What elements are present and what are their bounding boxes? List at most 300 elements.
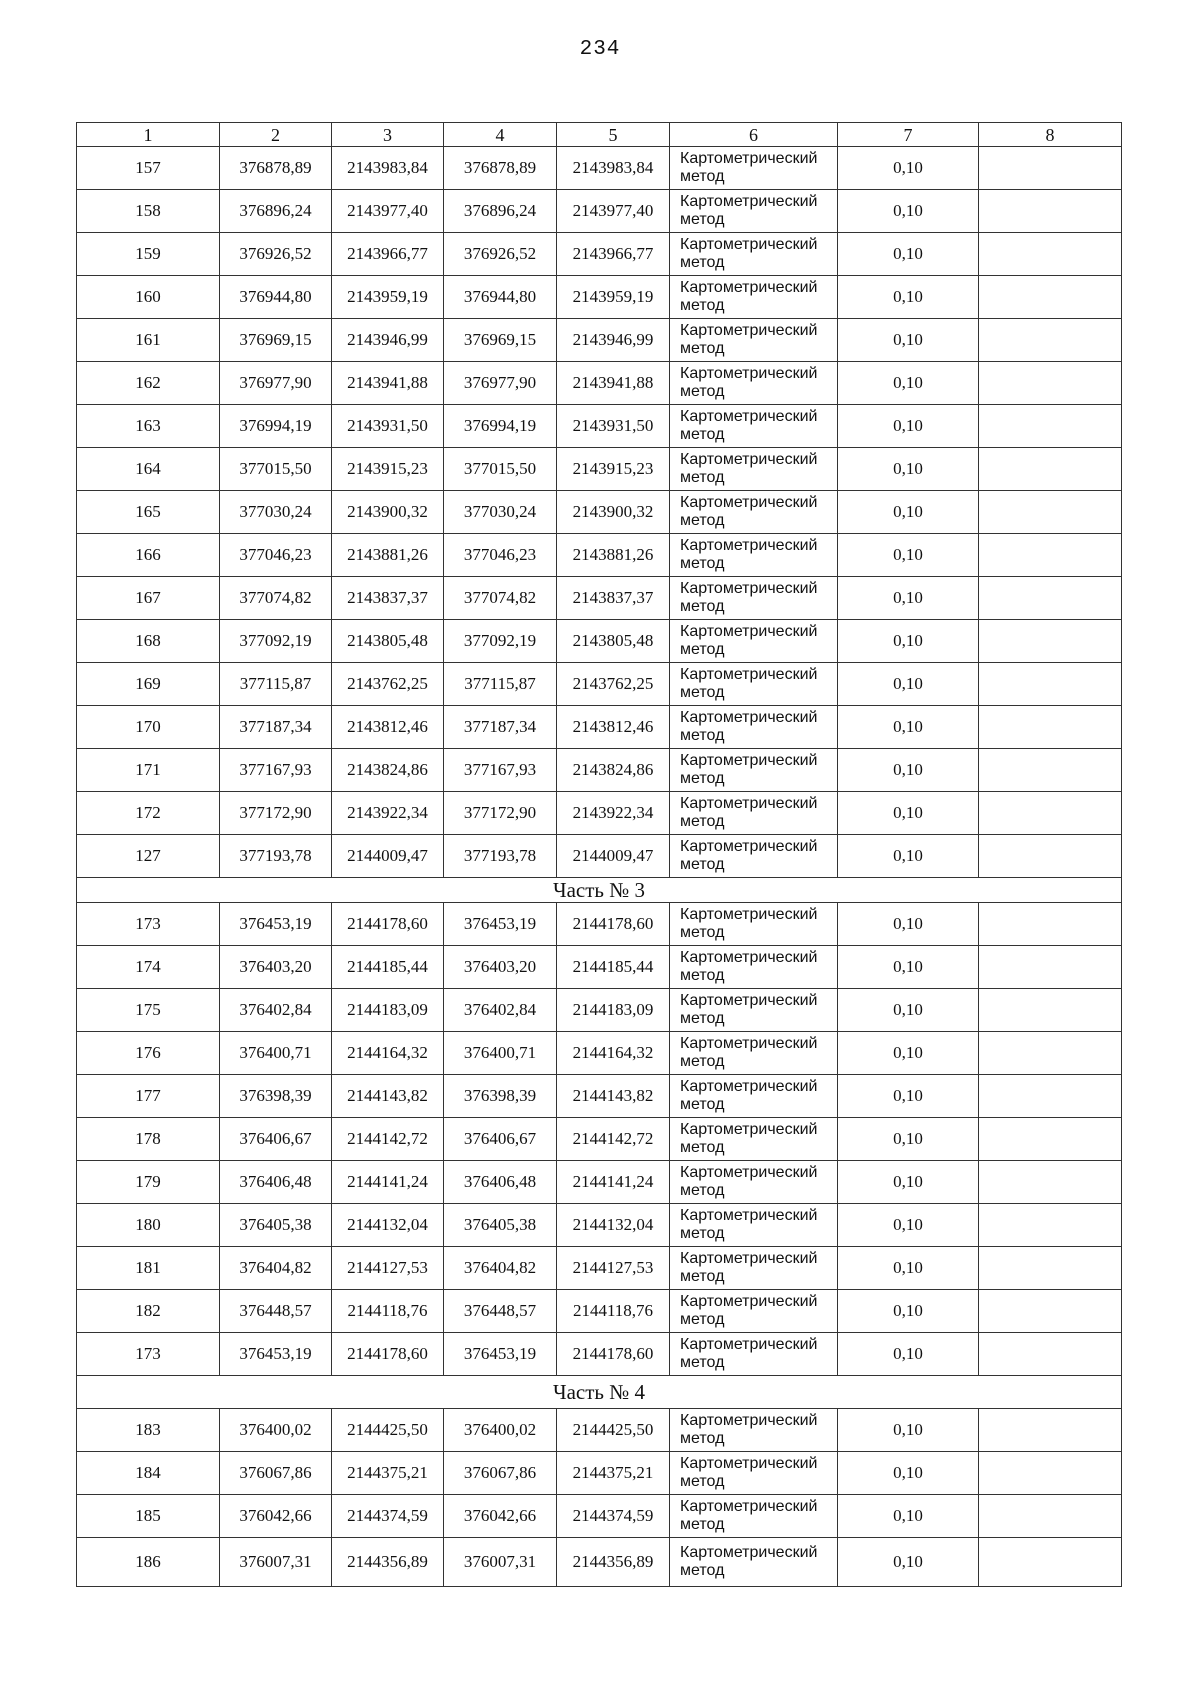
cell-point-number: 172 xyxy=(77,792,220,835)
cell-y-coord-alt: 2144118,76 xyxy=(557,1290,670,1333)
table-row xyxy=(77,1204,1122,1247)
cell-accuracy: 0,10 xyxy=(838,491,979,534)
table-row xyxy=(77,706,1122,749)
cell-x-coord: 376878,89 xyxy=(220,147,332,190)
cell-y-coord: 2144356,89 xyxy=(332,1538,444,1587)
cell-point-number: 178 xyxy=(77,1118,220,1161)
table-row xyxy=(77,1118,1122,1161)
cell-x-coord: 376007,31 xyxy=(220,1538,332,1587)
cell-accuracy: 0,10 xyxy=(838,663,979,706)
cell-y-coord-alt: 2144178,60 xyxy=(557,1333,670,1376)
cell-x-coord: 376994,19 xyxy=(220,405,332,448)
cell-method: Картометрический метод xyxy=(670,405,838,448)
cell-x-coord: 377193,78 xyxy=(220,835,332,878)
cell-y-coord: 2143915,23 xyxy=(332,448,444,491)
cell-accuracy: 0,10 xyxy=(838,1495,979,1538)
cell-point-number: 174 xyxy=(77,946,220,989)
table-row xyxy=(77,448,1122,491)
cell-method: Картометрический метод xyxy=(670,620,838,663)
coordinates-table xyxy=(76,122,1122,1587)
cell-x-coord-alt: 377115,87 xyxy=(444,663,557,706)
table-row xyxy=(77,835,1122,878)
cell-y-coord-alt: 2143941,88 xyxy=(557,362,670,405)
cell-x-coord: 376969,15 xyxy=(220,319,332,362)
cell-note xyxy=(979,319,1122,362)
cell-accuracy: 0,10 xyxy=(838,1290,979,1333)
cell-y-coord: 2144374,59 xyxy=(332,1495,444,1538)
cell-x-coord-alt: 376994,19 xyxy=(444,405,557,448)
cell-note xyxy=(979,491,1122,534)
cell-method: Картометрический метод xyxy=(670,1452,838,1495)
cell-x-coord: 376944,80 xyxy=(220,276,332,319)
cell-method: Картометрический метод xyxy=(670,1204,838,1247)
cell-y-coord: 2144132,04 xyxy=(332,1204,444,1247)
table-row xyxy=(77,1290,1122,1333)
cell-accuracy: 0,10 xyxy=(838,319,979,362)
cell-point-number: 165 xyxy=(77,491,220,534)
cell-x-coord-alt: 376067,86 xyxy=(444,1452,557,1495)
cell-x-coord: 376405,38 xyxy=(220,1204,332,1247)
cell-x-coord: 376453,19 xyxy=(220,903,332,946)
table-row xyxy=(77,362,1122,405)
cell-y-coord-alt: 2144009,47 xyxy=(557,835,670,878)
cell-note xyxy=(979,1290,1122,1333)
table-row xyxy=(77,792,1122,835)
table-row xyxy=(77,1452,1122,1495)
cell-x-coord: 377015,50 xyxy=(220,448,332,491)
cell-y-coord-alt: 2143922,34 xyxy=(557,792,670,835)
cell-method: Картометрический метод xyxy=(670,903,838,946)
cell-y-coord-alt: 2144183,09 xyxy=(557,989,670,1032)
cell-y-coord-alt: 2143824,86 xyxy=(557,749,670,792)
cell-point-number: 170 xyxy=(77,706,220,749)
page-number: 234 xyxy=(579,38,621,61)
cell-y-coord-alt: 2143900,32 xyxy=(557,491,670,534)
cell-y-coord: 2143983,84 xyxy=(332,147,444,190)
cell-note xyxy=(979,903,1122,946)
column-header: 5 xyxy=(557,123,670,147)
cell-x-coord-alt: 377030,24 xyxy=(444,491,557,534)
cell-x-coord-alt: 377046,23 xyxy=(444,534,557,577)
cell-y-coord-alt: 2144375,21 xyxy=(557,1452,670,1495)
cell-y-coord: 2144127,53 xyxy=(332,1247,444,1290)
cell-x-coord: 377115,87 xyxy=(220,663,332,706)
cell-y-coord: 2144118,76 xyxy=(332,1290,444,1333)
cell-point-number: 183 xyxy=(77,1409,220,1452)
cell-y-coord: 2143922,34 xyxy=(332,792,444,835)
cell-x-coord-alt: 377015,50 xyxy=(444,448,557,491)
cell-x-coord: 377046,23 xyxy=(220,534,332,577)
cell-accuracy: 0,10 xyxy=(838,1075,979,1118)
cell-point-number: 180 xyxy=(77,1204,220,1247)
cell-x-coord-alt: 376406,67 xyxy=(444,1118,557,1161)
cell-y-coord: 2143824,86 xyxy=(332,749,444,792)
cell-note xyxy=(979,577,1122,620)
cell-y-coord-alt: 2144425,50 xyxy=(557,1409,670,1452)
cell-note xyxy=(979,989,1122,1032)
cell-method: Картометрический метод xyxy=(670,1333,838,1376)
cell-accuracy: 0,10 xyxy=(838,1333,979,1376)
section-title: Часть № 4 xyxy=(77,1376,1122,1409)
cell-accuracy: 0,10 xyxy=(838,1452,979,1495)
cell-point-number: 173 xyxy=(77,903,220,946)
cell-x-coord: 376067,86 xyxy=(220,1452,332,1495)
cell-method: Картометрический метод xyxy=(670,1032,838,1075)
cell-point-number: 168 xyxy=(77,620,220,663)
cell-note xyxy=(979,1161,1122,1204)
cell-note xyxy=(979,1452,1122,1495)
cell-x-coord-alt: 376878,89 xyxy=(444,147,557,190)
cell-point-number: 164 xyxy=(77,448,220,491)
cell-method: Картометрический метод xyxy=(670,1495,838,1538)
section-title: Часть № 3 xyxy=(77,878,1122,903)
table-row xyxy=(77,1409,1122,1452)
cell-x-coord: 376926,52 xyxy=(220,233,332,276)
cell-method: Картометрический метод xyxy=(670,1118,838,1161)
cell-y-coord: 2144425,50 xyxy=(332,1409,444,1452)
cell-y-coord-alt: 2144178,60 xyxy=(557,903,670,946)
cell-method: Картометрический метод xyxy=(670,946,838,989)
cell-x-coord: 376398,39 xyxy=(220,1075,332,1118)
cell-point-number: 179 xyxy=(77,1161,220,1204)
cell-y-coord-alt: 2143805,48 xyxy=(557,620,670,663)
cell-accuracy: 0,10 xyxy=(838,792,979,835)
column-header: 4 xyxy=(444,123,557,147)
table-row xyxy=(77,1247,1122,1290)
table-row xyxy=(77,190,1122,233)
cell-point-number: 173 xyxy=(77,1333,220,1376)
cell-method: Картометрический метод xyxy=(670,448,838,491)
cell-y-coord: 2144183,09 xyxy=(332,989,444,1032)
cell-x-coord-alt: 376400,71 xyxy=(444,1032,557,1075)
cell-note xyxy=(979,1409,1122,1452)
cell-x-coord: 377030,24 xyxy=(220,491,332,534)
cell-point-number: 182 xyxy=(77,1290,220,1333)
cell-x-coord-alt: 376400,02 xyxy=(444,1409,557,1452)
cell-y-coord: 2144142,72 xyxy=(332,1118,444,1161)
cell-x-coord-alt: 376969,15 xyxy=(444,319,557,362)
cell-point-number: 167 xyxy=(77,577,220,620)
cell-note xyxy=(979,663,1122,706)
cell-x-coord: 376977,90 xyxy=(220,362,332,405)
cell-note xyxy=(979,405,1122,448)
cell-accuracy: 0,10 xyxy=(838,989,979,1032)
cell-method: Картометрический метод xyxy=(670,233,838,276)
cell-note xyxy=(979,1204,1122,1247)
table-row xyxy=(77,620,1122,663)
cell-y-coord: 2143837,37 xyxy=(332,577,444,620)
table-row xyxy=(77,946,1122,989)
cell-y-coord: 2143931,50 xyxy=(332,405,444,448)
cell-x-coord: 376896,24 xyxy=(220,190,332,233)
cell-x-coord: 376404,82 xyxy=(220,1247,332,1290)
cell-accuracy: 0,10 xyxy=(838,233,979,276)
cell-x-coord-alt: 376405,38 xyxy=(444,1204,557,1247)
cell-point-number: 161 xyxy=(77,319,220,362)
cell-y-coord: 2144375,21 xyxy=(332,1452,444,1495)
cell-note xyxy=(979,946,1122,989)
section-row xyxy=(77,878,1122,903)
cell-method: Картометрический метод xyxy=(670,491,838,534)
cell-y-coord-alt: 2143959,19 xyxy=(557,276,670,319)
cell-method: Картометрический метод xyxy=(670,706,838,749)
cell-point-number: 159 xyxy=(77,233,220,276)
cell-accuracy: 0,10 xyxy=(838,706,979,749)
cell-point-number: 185 xyxy=(77,1495,220,1538)
cell-accuracy: 0,10 xyxy=(838,534,979,577)
cell-point-number: 162 xyxy=(77,362,220,405)
cell-x-coord-alt: 376896,24 xyxy=(444,190,557,233)
cell-y-coord: 2143812,46 xyxy=(332,706,444,749)
cell-x-coord-alt: 376402,84 xyxy=(444,989,557,1032)
cell-x-coord-alt: 376453,19 xyxy=(444,903,557,946)
cell-point-number: 181 xyxy=(77,1247,220,1290)
column-header: 2 xyxy=(220,123,332,147)
cell-method: Картометрический метод xyxy=(670,1075,838,1118)
cell-accuracy: 0,10 xyxy=(838,946,979,989)
cell-note xyxy=(979,749,1122,792)
cell-note xyxy=(979,1118,1122,1161)
cell-x-coord: 376042,66 xyxy=(220,1495,332,1538)
cell-note xyxy=(979,706,1122,749)
cell-note xyxy=(979,1075,1122,1118)
cell-y-coord-alt: 2143983,84 xyxy=(557,147,670,190)
table-row xyxy=(77,1032,1122,1075)
cell-note xyxy=(979,835,1122,878)
cell-x-coord: 376453,19 xyxy=(220,1333,332,1376)
cell-x-coord: 377167,93 xyxy=(220,749,332,792)
cell-x-coord-alt: 376926,52 xyxy=(444,233,557,276)
table-row xyxy=(77,276,1122,319)
table-row xyxy=(77,1495,1122,1538)
cell-accuracy: 0,10 xyxy=(838,835,979,878)
cell-note xyxy=(979,190,1122,233)
cell-note xyxy=(979,1032,1122,1075)
table-row xyxy=(77,577,1122,620)
cell-point-number: 171 xyxy=(77,749,220,792)
table-row xyxy=(77,989,1122,1032)
cell-note xyxy=(979,792,1122,835)
cell-accuracy: 0,10 xyxy=(838,749,979,792)
cell-x-coord: 377074,82 xyxy=(220,577,332,620)
cell-point-number: 169 xyxy=(77,663,220,706)
table-row xyxy=(77,491,1122,534)
cell-y-coord-alt: 2143837,37 xyxy=(557,577,670,620)
cell-x-coord-alt: 377092,19 xyxy=(444,620,557,663)
cell-method: Картометрический метод xyxy=(670,792,838,835)
table-row xyxy=(77,1161,1122,1204)
cell-x-coord-alt: 376977,90 xyxy=(444,362,557,405)
cell-y-coord: 2143805,48 xyxy=(332,620,444,663)
cell-y-coord: 2143946,99 xyxy=(332,319,444,362)
cell-point-number: 158 xyxy=(77,190,220,233)
cell-y-coord-alt: 2144127,53 xyxy=(557,1247,670,1290)
header-row xyxy=(77,123,1122,147)
cell-x-coord-alt: 376398,39 xyxy=(444,1075,557,1118)
table-row xyxy=(77,233,1122,276)
cell-point-number: 176 xyxy=(77,1032,220,1075)
cell-note xyxy=(979,1247,1122,1290)
cell-y-coord: 2144178,60 xyxy=(332,903,444,946)
cell-method: Картометрический метод xyxy=(670,534,838,577)
cell-point-number: 175 xyxy=(77,989,220,1032)
cell-accuracy: 0,10 xyxy=(838,190,979,233)
cell-x-coord: 377172,90 xyxy=(220,792,332,835)
cell-x-coord: 376448,57 xyxy=(220,1290,332,1333)
cell-note xyxy=(979,1495,1122,1538)
cell-x-coord-alt: 376403,20 xyxy=(444,946,557,989)
cell-note xyxy=(979,147,1122,190)
cell-y-coord-alt: 2143931,50 xyxy=(557,405,670,448)
cell-y-coord: 2143977,40 xyxy=(332,190,444,233)
cell-y-coord: 2143881,26 xyxy=(332,534,444,577)
cell-y-coord-alt: 2143966,77 xyxy=(557,233,670,276)
cell-y-coord-alt: 2143762,25 xyxy=(557,663,670,706)
cell-y-coord: 2144141,24 xyxy=(332,1161,444,1204)
cell-y-coord: 2144185,44 xyxy=(332,946,444,989)
cell-accuracy: 0,10 xyxy=(838,620,979,663)
cell-method: Картометрический метод xyxy=(670,1161,838,1204)
cell-y-coord-alt: 2144356,89 xyxy=(557,1538,670,1587)
cell-note xyxy=(979,448,1122,491)
cell-x-coord-alt: 377074,82 xyxy=(444,577,557,620)
cell-method: Картометрический метод xyxy=(670,276,838,319)
cell-y-coord-alt: 2144143,82 xyxy=(557,1075,670,1118)
cell-y-coord-alt: 2144164,32 xyxy=(557,1032,670,1075)
column-header: 1 xyxy=(77,123,220,147)
cell-accuracy: 0,10 xyxy=(838,1247,979,1290)
cell-accuracy: 0,10 xyxy=(838,405,979,448)
cell-accuracy: 0,10 xyxy=(838,147,979,190)
cell-x-coord-alt: 376042,66 xyxy=(444,1495,557,1538)
cell-point-number: 157 xyxy=(77,147,220,190)
cell-y-coord-alt: 2144142,72 xyxy=(557,1118,670,1161)
cell-point-number: 184 xyxy=(77,1452,220,1495)
cell-y-coord: 2143900,32 xyxy=(332,491,444,534)
cell-note xyxy=(979,233,1122,276)
cell-x-coord-alt: 376406,48 xyxy=(444,1161,557,1204)
cell-method: Картометрический метод xyxy=(670,1409,838,1452)
table-row xyxy=(77,903,1122,946)
cell-accuracy: 0,10 xyxy=(838,577,979,620)
cell-x-coord-alt: 377187,34 xyxy=(444,706,557,749)
cell-point-number: 177 xyxy=(77,1075,220,1118)
cell-y-coord-alt: 2143915,23 xyxy=(557,448,670,491)
cell-x-coord: 376400,02 xyxy=(220,1409,332,1452)
cell-x-coord-alt: 377167,93 xyxy=(444,749,557,792)
table-row xyxy=(77,534,1122,577)
cell-y-coord-alt: 2144132,04 xyxy=(557,1204,670,1247)
table-body xyxy=(77,123,1122,1587)
table-row xyxy=(77,1333,1122,1376)
cell-y-coord-alt: 2144185,44 xyxy=(557,946,670,989)
cell-y-coord: 2144178,60 xyxy=(332,1333,444,1376)
cell-method: Картометрический метод xyxy=(670,989,838,1032)
cell-accuracy: 0,10 xyxy=(838,276,979,319)
cell-y-coord-alt: 2144374,59 xyxy=(557,1495,670,1538)
cell-method: Картометрический метод xyxy=(670,1290,838,1333)
cell-point-number: 127 xyxy=(77,835,220,878)
cell-x-coord-alt: 376404,82 xyxy=(444,1247,557,1290)
cell-point-number: 163 xyxy=(77,405,220,448)
cell-y-coord: 2144009,47 xyxy=(332,835,444,878)
cell-note xyxy=(979,1333,1122,1376)
cell-note xyxy=(979,276,1122,319)
column-header: 8 xyxy=(979,123,1122,147)
cell-y-coord-alt: 2143812,46 xyxy=(557,706,670,749)
cell-x-coord-alt: 377193,78 xyxy=(444,835,557,878)
cell-x-coord-alt: 376007,31 xyxy=(444,1538,557,1587)
cell-method: Картометрический метод xyxy=(670,663,838,706)
cell-x-coord: 377092,19 xyxy=(220,620,332,663)
cell-point-number: 160 xyxy=(77,276,220,319)
cell-x-coord: 376406,48 xyxy=(220,1161,332,1204)
cell-x-coord: 376400,71 xyxy=(220,1032,332,1075)
cell-y-coord: 2143941,88 xyxy=(332,362,444,405)
cell-x-coord: 376406,67 xyxy=(220,1118,332,1161)
column-header: 6 xyxy=(670,123,838,147)
cell-y-coord-alt: 2144141,24 xyxy=(557,1161,670,1204)
cell-accuracy: 0,10 xyxy=(838,1118,979,1161)
cell-accuracy: 0,10 xyxy=(838,1204,979,1247)
cell-method: Картометрический метод xyxy=(670,1538,838,1587)
section-row xyxy=(77,1376,1122,1409)
cell-method: Картометрический метод xyxy=(670,190,838,233)
cell-method: Картометрический метод xyxy=(670,362,838,405)
column-header: 3 xyxy=(332,123,444,147)
column-header: 7 xyxy=(838,123,979,147)
cell-method: Картометрический метод xyxy=(670,577,838,620)
table-row xyxy=(77,749,1122,792)
cell-accuracy: 0,10 xyxy=(838,903,979,946)
cell-x-coord-alt: 377172,90 xyxy=(444,792,557,835)
cell-method: Картометрический метод xyxy=(670,319,838,362)
cell-y-coord: 2143966,77 xyxy=(332,233,444,276)
cell-y-coord-alt: 2143946,99 xyxy=(557,319,670,362)
table-row xyxy=(77,663,1122,706)
cell-x-coord: 376403,20 xyxy=(220,946,332,989)
cell-y-coord-alt: 2143881,26 xyxy=(557,534,670,577)
cell-note xyxy=(979,620,1122,663)
cell-x-coord-alt: 376453,19 xyxy=(444,1333,557,1376)
cell-x-coord-alt: 376448,57 xyxy=(444,1290,557,1333)
table-row xyxy=(77,405,1122,448)
cell-y-coord: 2143762,25 xyxy=(332,663,444,706)
cell-method: Картометрический метод xyxy=(670,749,838,792)
cell-accuracy: 0,10 xyxy=(838,448,979,491)
table-row xyxy=(77,147,1122,190)
cell-accuracy: 0,10 xyxy=(838,1538,979,1587)
cell-accuracy: 0,10 xyxy=(838,362,979,405)
cell-y-coord: 2144164,32 xyxy=(332,1032,444,1075)
cell-x-coord: 377187,34 xyxy=(220,706,332,749)
cell-note xyxy=(979,534,1122,577)
cell-point-number: 166 xyxy=(77,534,220,577)
cell-x-coord: 376402,84 xyxy=(220,989,332,1032)
cell-accuracy: 0,10 xyxy=(838,1409,979,1452)
cell-method: Картометрический метод xyxy=(670,835,838,878)
cell-note xyxy=(979,362,1122,405)
table-row xyxy=(77,319,1122,362)
cell-method: Картометрический метод xyxy=(670,1247,838,1290)
cell-x-coord-alt: 376944,80 xyxy=(444,276,557,319)
cell-accuracy: 0,10 xyxy=(838,1161,979,1204)
cell-accuracy: 0,10 xyxy=(838,1032,979,1075)
cell-y-coord: 2143959,19 xyxy=(332,276,444,319)
cell-method: Картометрический метод xyxy=(670,147,838,190)
cell-point-number: 186 xyxy=(77,1538,220,1587)
cell-note xyxy=(979,1538,1122,1587)
